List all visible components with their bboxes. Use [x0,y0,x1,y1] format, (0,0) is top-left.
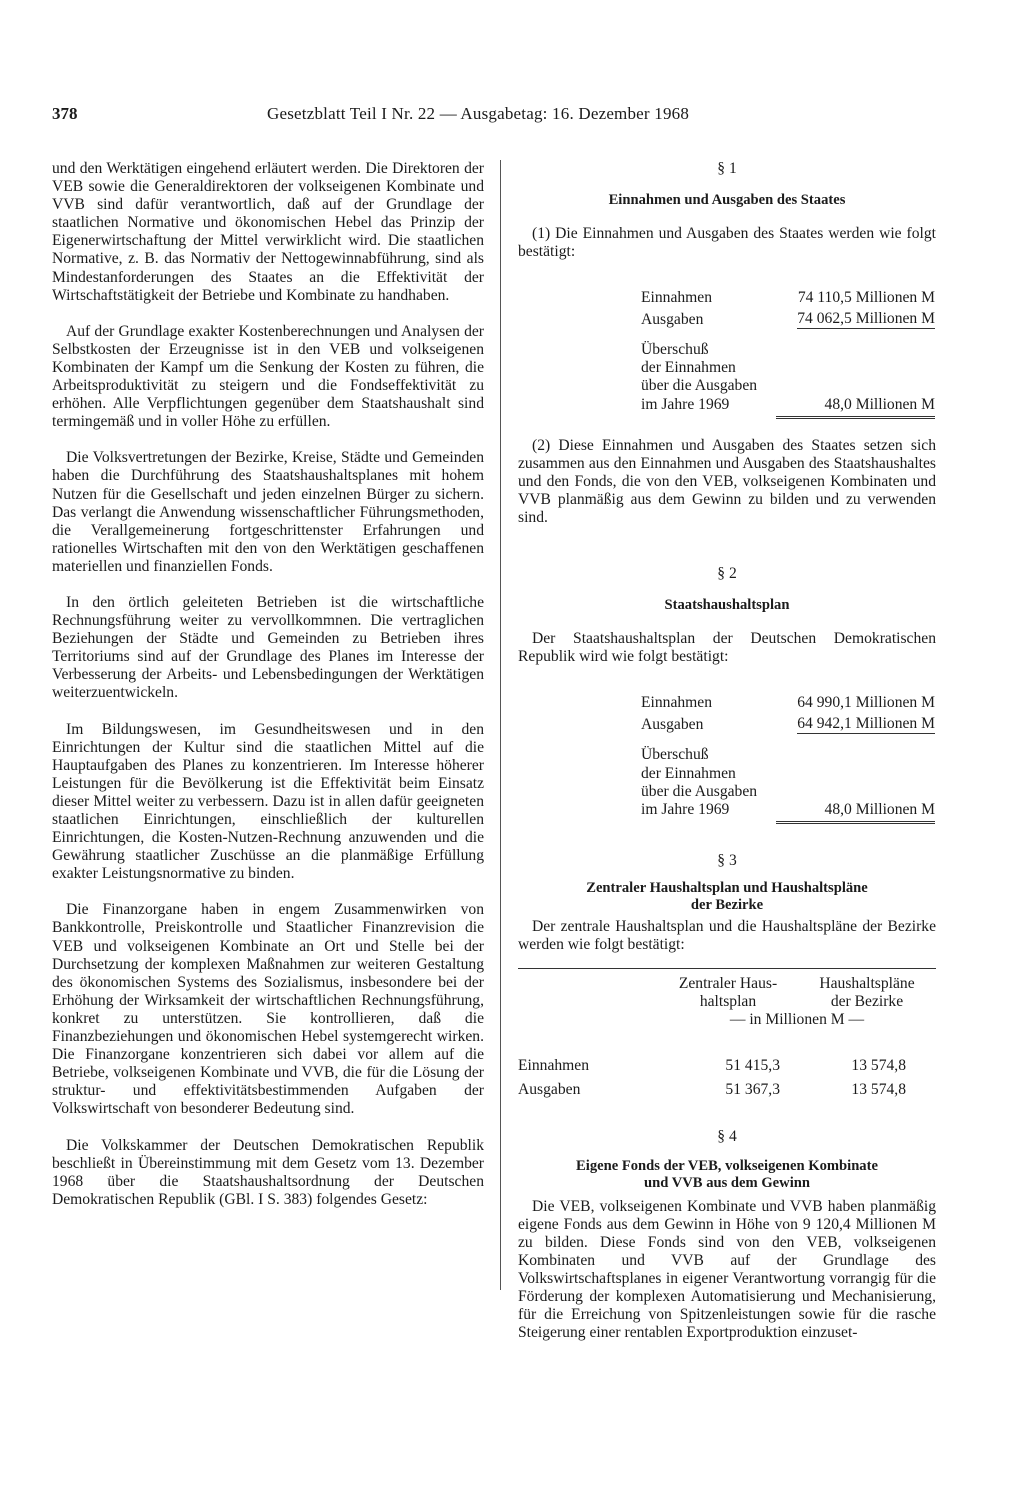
label-line: im Jahre 1969 [641,800,730,818]
header-line: Zentraler Haus- [678,975,778,993]
row-value: 48,0 Millionen M [824,800,935,818]
section-title: Staatshaushaltsplan [664,597,790,614]
right-column [518,160,936,1342]
paragraph: Die Volksvertretungen der Bezirke, Kreise, Städte und Gemeinden haben die Durchführung des Staatshaushaltsplanes mit hohem Nutzen für die Gesellschaft und jeden einzelnen Bürger zu sichern. Das verlangt die Anwendung wissenschaftlicher Führungsmethoden, die Verallgemeinerung fortgeschrittenster Erfahrungen und rationelles Wirtschaften mit den von den Werktätigen geschaffenen materiellen und finanziellen Fonds. [52,449,484,575]
double-rule [776,416,935,419]
row-label: Einnahmen [518,1057,590,1075]
budget-row-surplus [641,746,935,818]
column-divider [500,160,501,1290]
paragraph: (2) Diese Einnahmen und Ausgaben des Staates setzen sich zusammen aus den Einnahmen und Ausgaben des Staatshaushaltes und den Fonds, die von den VEB, volkseigenen Kombinaten und VVB planmäßig aus dem Gewinn zu bilden und zu verwenden sind. [518,436,936,527]
paragraph: Der zentrale Haushaltsplan und die Haushaltspläne der Bezirke werden wie folgt bestätigt: [518,917,936,953]
paragraph: und den Werktätigen eingehend erläutert werden. Die Direktoren der VEB sowie die Generaldirektoren der volkseigenen Kombinate und VVB sind dafür verantwortlich, daß auf der Grundlage der staatlichen Normative und ökonomischen Hebel das Prinzip der Eigenerwirtschaftung der Mittel verwirklicht wird. Die staatlichen Normative, z. B. das Normativ der Nettogewinnabführung, sind als Mindestanforderungen des Staates an die Effektivität der Wirtschaftstätigkeit der Betriebe und Kombinate zu handhaben. [52,160,484,304]
paragraph: Auf der Grundlage exakter Kostenberechnungen und Analysen der Selbstkosten der Erzeugnisse ist in den VEB und volkseigenen Kombinaten der Kampf um die Senkung der Kosten zu führen, die Arbeitsproduktivität zu steigern und die Fondseffektivität zu erhöhen. Alle Verpflichtungen gegenüber dem Staatshaushalt sind termingemäß und in voller Höhe zu erfüllen. [52,322,484,431]
header-cell [518,975,658,1011]
double-rule [776,821,935,824]
header-cell [658,975,798,1011]
row-label: Ausgaben [641,716,704,734]
label-line: Überschuß [641,341,709,359]
header-line: Haushaltspläne [819,975,915,993]
table-row [518,1039,936,1075]
label-line: über die Ausgaben [641,377,758,395]
budget-row-surplus [641,341,935,413]
label-line: im Jahre 1969 [641,395,730,413]
paragraph: Im Bildungswesen, im Gesundheitswesen und in den Einrichtungen der Kultur sind die staatlichen Mittel auf die Hauptaufgaben des Planes zu konzentrieren. Im Interesse höherer Leistungen für die Bevölkerung ist die Effektivität beim Einsatz dieser Mittel weiter zu verbessern. Dazu ist in allen dafür geeigneten staatlichen Einrichtungen, einschließlich der kulturellen Einrichtungen, die Kosten-Nutzen-Rechnung anzuwenden und die Gewährung staatlicher Zuschüsse an die planmäßige Erfüllung exakter Leistungsnormative zu binden. [52,720,484,883]
row-value: 64 990,1 Millionen M [797,694,935,712]
row-value: 74 062,5 Millionen M [797,310,935,329]
section-number: § 4 [717,1127,737,1145]
unit-label: — in Millionen M — [729,1011,865,1029]
label-line: Überschuß [641,746,709,764]
header-line: der Bezirke [830,993,904,1011]
table-row [518,1075,936,1099]
table-header-row [518,975,936,1011]
paragraph: (1) Die Einnahmen und Ausgaben des Staates werden wie folgt bestätigt: [518,225,936,261]
row-label: Ausgaben [641,311,704,329]
budget-row [641,678,935,712]
section-title [518,880,936,914]
title-line: Zentraler Haushaltsplan und Haushaltspläne [586,879,868,896]
row-value: 48,0 Millionen M [824,395,935,413]
header-cell [798,975,936,1011]
paragraph: Die Volkskammer der Deutschen Demokratischen Republik beschließt in Übereinstimmung mit dem Gesetz vom 13. Dezember 1968 über die Staatshaushaltsordnung der Deutschen Demokratischen Republik (GBl. I S. 383) folgendes Gesetz: [52,1136,484,1208]
row-value: 74 110,5 Millionen M [797,289,935,307]
header-title: Gesetzblatt Teil I Nr. 22 — Ausgabetag: 16. Dezember 1968 [267,104,690,123]
section-title [518,1158,936,1192]
header-line: haltsplan [699,993,757,1011]
budget-table [518,975,936,1099]
budget-row [641,307,935,329]
budget-row [641,712,935,734]
row-label: Ausgaben [518,1081,581,1099]
title-line: der Bezirke [690,896,764,913]
page-header [52,104,942,130]
label-line: der Einnahmen [641,764,736,782]
row-label [641,341,757,413]
cell-value: 51 415,3 [725,1057,780,1075]
budget-block [641,678,935,823]
row-label: Einnahmen [641,694,713,712]
label-line: über die Ausgaben [641,782,758,800]
table-rule [518,968,936,969]
budget-row [641,273,935,307]
section-number: § 1 [717,160,737,177]
paragraph: Die Finanzorgane haben in engem Zusammenwirken von Bankkontrolle, Preiskontrolle und Staatlicher Finanzrevision die VEB und volkseigenen Kombinate an Ort und Stelle bei der Durchsetzung der komplexen Maßnahmen zur weiteren Gestaltung des ökonomischen Systems des Sozialismus, insbesondere bei der Erhöhung der Wirksamkeit der wirtschaftlichen Rechnungsführung, konkret zu unterstützen. Sie kontrollieren, daß die Finanzbeziehungen und ökonomischen Hebel systemgerecht wirken. Die Finanzorgane konzentrieren sich dabei vor allem auf die Betriebe, volkseigenen Kombinate und VVB, die für die Lösung der struktur- und effektivitätsbestimmenden Aufgaben der Volkswirtschaft von besonderer Bedeutung sind. [52,901,484,1118]
paragraph: Der Staatshaushaltsplan der Deutschen Demokratischen Republik wird wie folgt bestätigt: [518,630,936,666]
section-number: § 3 [717,851,737,869]
cell-value: 13 574,8 [851,1057,906,1075]
table-unit-row [518,1011,936,1039]
label-line: der Einnahmen [641,359,736,377]
page-number: 378 [52,104,78,123]
row-value: 64 942,1 Millionen M [797,715,935,734]
cell-value: 13 574,8 [851,1081,906,1099]
left-column [52,160,484,1209]
section-title: Einnahmen und Ausgaben des Staates [608,192,846,209]
cell-value: 51 367,3 [725,1081,780,1099]
title-line: Eigene Fonds der VEB, volkseigenen Kombinate [576,1157,878,1174]
unit-spacer [518,1011,658,1039]
paragraph: Die VEB, volkseigenen Kombinate und VVB haben planmäßig eigene Fonds aus dem Gewinn in Höhe von 9 120,4 Millionen M zu bilden. Diese Fonds sind von den VEB, volkseigenen Kombinaten und VVB auf der Grundlage des Volkswirtschaftsplanes in eigener Verantwortung vorrangig für die Förderung der komplexen Automatisierung und Mechanisierung, für die Erreichung von Spitzenleistungen sowie für die rasche Steigerung einer rentablen Exportproduktion einzuset- [518,1197,936,1342]
title-line: und VVB aus dem Gewinn [644,1174,810,1191]
row-label [641,746,757,818]
paragraph: In den örtlich geleiteten Betrieben ist die wirtschaftliche Rechnungsführung weiter zu vervollkommnen. Die vertraglichen Beziehungen der Städte und Gemeinden zu Betrieben ihres Territoriums sind auf der Grundlage des Planes im Interesse der Verbesserung der Arbeits- und Lebensbedingungen der Werktätigen weiterzuentwickeln. [52,593,484,702]
section-number: § 2 [717,565,737,583]
budget-block [641,273,935,418]
row-label: Einnahmen [641,289,713,307]
